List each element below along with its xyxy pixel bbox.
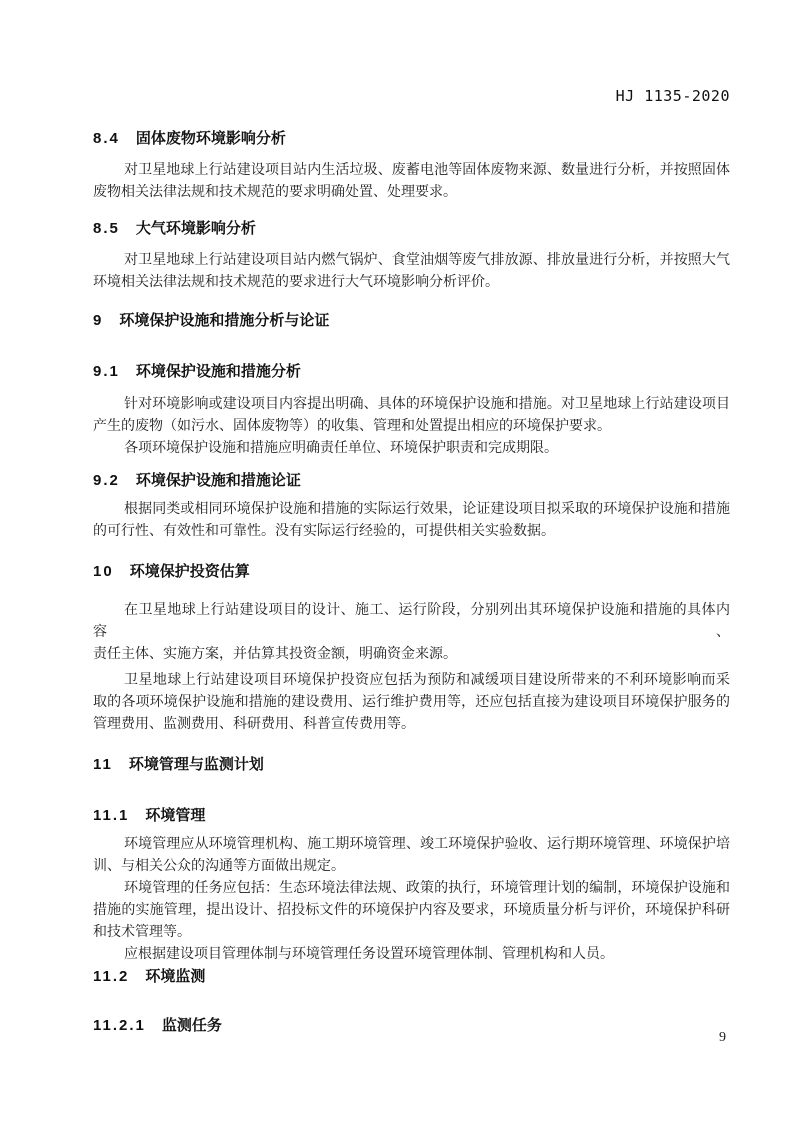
section-heading-8-5 xyxy=(93,220,730,237)
paragraph-11-1-c xyxy=(93,944,730,966)
heading-title: 环境管理 xyxy=(145,807,206,824)
section-heading-8-4 xyxy=(93,130,730,147)
paragraph-10-b xyxy=(93,670,730,736)
heading-number: 8.4 xyxy=(93,130,120,147)
doc-code: HJ 1135-2020 xyxy=(615,87,730,105)
heading-title: 环境保护设施和措施论证 xyxy=(135,472,301,489)
heading-title: 环境监测 xyxy=(145,968,206,985)
heading-number: 8.5 xyxy=(93,220,120,237)
heading-number: 9.2 xyxy=(93,472,120,489)
heading-title: 环境管理与监测计划 xyxy=(128,756,264,773)
paragraph-line: 根据同类或相同环境保护设施和措施的实际运行效果，论证建设项目拟采取的环境保护设施和措施 xyxy=(124,502,730,517)
paragraph-8-4 xyxy=(93,160,730,204)
section-heading-11-2 xyxy=(93,968,730,985)
paragraph-line: 在卫星地球上行站建设项目的设计、施工、运行阶段，分别列出其环境保护设施和措施的具体内容、 xyxy=(93,603,730,640)
paragraph-line: 措施的实施管理，提出设计、招投标文件的环境保护内容及要求，环境质量分析与评价，环境保护科研 xyxy=(93,903,730,918)
paragraph-10-a xyxy=(93,600,730,666)
paragraph-line: 环境管理的任务应包括：生态环境法律法规、政策的执行，环境管理计划的编制，环境保护设施和 xyxy=(124,881,730,896)
heading-title: 固体废物环境影响分析 xyxy=(135,130,286,147)
heading-number: 11 xyxy=(93,756,113,773)
paragraph-8-5 xyxy=(93,250,730,294)
paragraph-line: 产生的废物（如污水、固体废物等）的收集、管理和处置提出相应的环境保护要求。 xyxy=(93,419,611,434)
chapter-heading-10 xyxy=(93,563,730,580)
section-heading-11-1 xyxy=(93,807,730,824)
heading-title: 大气环境影响分析 xyxy=(135,220,256,237)
paragraph-line: 各项环境保护设施和措施应明确责任单位、环境保护职责和完成期限。 xyxy=(124,441,558,456)
paragraph-line: 和技术管理等。 xyxy=(93,925,191,940)
paragraph-11-1-b xyxy=(93,878,730,944)
paragraph-line: 对卫星地球上行站建设项目站内燃气锅炉、食堂油烟等废气排放源、排放量进行分析，并按照大气 xyxy=(124,253,730,268)
paragraph-line: 环境相关法律法规和技术规范的要求进行大气环境影响分析评价。 xyxy=(93,275,499,290)
section-heading-11-2-1 xyxy=(93,1017,730,1034)
paragraph-line: 应根据建设项目管理体制与环境管理任务设置环境管理体制、管理机构和人员。 xyxy=(124,947,614,962)
heading-number: 11.2.1 xyxy=(93,1017,146,1034)
heading-number: 11.1 xyxy=(93,807,130,824)
page-number: 9 xyxy=(719,1030,726,1045)
chapter-heading-9 xyxy=(93,312,730,329)
heading-title: 环境保护投资估算 xyxy=(129,563,250,580)
paragraph-line: 取的各项环境保护设施和措施的建设费用、运行维护费用等，还应包括直接为建设项目环境保护服务的 xyxy=(93,695,730,710)
heading-title: 监测任务 xyxy=(161,1017,222,1034)
paragraph-line: 废物相关法律法规和技术规范的要求明确处置、处理要求。 xyxy=(93,185,457,200)
heading-title: 环境保护设施和措施分析与论证 xyxy=(119,312,330,329)
paragraph-line: 训、与相关公众的沟通等方面做出规定。 xyxy=(93,859,345,874)
paragraph-line: 对卫星地球上行站建设项目站内生活垃圾、废蓄电池等固体废物来源、数量进行分析，并按照固体 xyxy=(124,163,730,178)
paragraph-line: 管理费用、监测费用、科研费用、科普宣传费用等。 xyxy=(93,717,415,732)
chapter-heading-11 xyxy=(93,756,730,773)
heading-number: 9.1 xyxy=(93,363,120,380)
paragraph-line: 针对环境影响或建设项目内容提出明确、具体的环境保护设施和措施。对卫星地球上行站建设项目 xyxy=(124,397,730,412)
paragraph-11-1-a xyxy=(93,834,730,878)
heading-number: 11.2 xyxy=(93,968,130,985)
paragraph-9-1-b xyxy=(93,438,730,460)
heading-number: 9 xyxy=(93,312,104,329)
section-heading-9-1 xyxy=(93,363,730,380)
paragraph-line: 卫星地球上行站建设项目环境保护投资应包括为预防和减缓项目建设所带来的不利环境影响而采 xyxy=(124,673,730,688)
heading-number: 10 xyxy=(93,563,114,580)
paragraph-line: 的可行性、有效性和可靠性。没有实际运行经验的，可提供相关实验数据。 xyxy=(93,524,555,539)
paragraph-line: 责任主体、实施方案，并估算其投资金额，明确资金来源。 xyxy=(93,647,457,662)
paragraph-line: 环境管理应从环境管理机构、施工期环境管理、竣工环境保护验收、运行期环境管理、环境保护培 xyxy=(124,837,730,852)
section-heading-9-2 xyxy=(93,472,730,489)
heading-title: 环境保护设施和措施分析 xyxy=(135,363,301,380)
paragraph-9-2 xyxy=(93,499,730,543)
paragraph-9-1-a xyxy=(93,394,730,438)
